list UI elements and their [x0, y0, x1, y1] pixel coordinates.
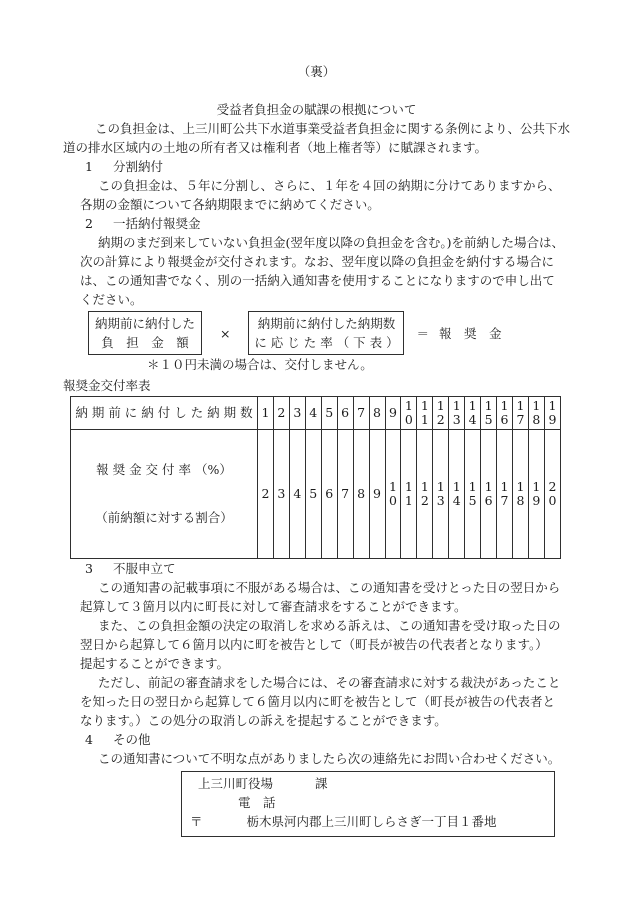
rate-percent-cell: 11: [401, 430, 417, 559]
section-4-title: その他: [112, 732, 151, 747]
period-count-cell: 17: [513, 397, 529, 430]
rate-percent-cell: 8: [353, 430, 369, 559]
period-count-cell: 15: [481, 397, 497, 430]
contact-address: 栃木県河内郡上三川町しらさぎ一丁目１番地: [246, 814, 497, 829]
period-count-cell: 12: [433, 397, 449, 430]
period-count-cell: 6: [337, 397, 353, 430]
contact-department: 課: [315, 776, 328, 791]
text-line: 起算して３箇月以内に町長に対して審査請求をすることができます。: [80, 599, 467, 614]
section-4-number: 4: [85, 732, 93, 747]
section-2-number: 2: [85, 216, 93, 231]
postal-mark: 〒: [190, 814, 203, 829]
section-3-heading: [85, 559, 570, 578]
formula-box-line: 納期前に納付した納期数: [257, 316, 396, 331]
rates-label-line: 報 奨 金 交 付 率 （%）: [96, 462, 232, 477]
rate-percent-cell: 7: [337, 430, 353, 559]
section-1-number: 1: [85, 159, 93, 174]
section-1-heading: [85, 157, 570, 176]
text-line: を知った日の翌日から起算して６箇月以内に町を被告として（町長が被告の代表者と: [80, 694, 556, 709]
text-line: ください。: [80, 292, 143, 307]
section-3-body: [80, 578, 570, 730]
period-count-cell: 10: [401, 397, 417, 430]
formula-box-line: 負 担 金 額: [101, 335, 189, 350]
contact-phone-label: 電 話: [238, 795, 276, 810]
rate-percent-cell: 15: [465, 430, 481, 559]
equals-operator: ＝: [416, 325, 429, 341]
text-line: この負担金は、５年に分割し、さらに、１年を４回の納期に分けてありますから、: [98, 178, 561, 193]
text-line: なります。）この処分の取消しの訴えを提起することができます。: [80, 713, 447, 728]
period-count-cell: 5: [321, 397, 337, 430]
formula-box-rate: [248, 311, 404, 355]
rate-percent-cell: 17: [497, 430, 513, 559]
rate-table-title: 報奨金交付率表: [63, 378, 151, 393]
rate-percent-cell: 12: [417, 430, 433, 559]
section-4-heading: [85, 730, 570, 749]
rate-percent-cell: 6: [321, 430, 337, 559]
section-3-title: 不服申立て: [112, 561, 176, 576]
reward-rate-table: [70, 396, 561, 559]
formula-result: 報 奨 金: [439, 325, 502, 341]
rates-label-line: （前納額に対する割合）: [95, 510, 233, 525]
text-line: 納期のまだ到来していない負担金(翌年度以降の負担金を含む。)を前納した場合は、: [98, 235, 565, 250]
section-2-title: 一括納付報奨金: [112, 216, 201, 231]
section-2-body: [80, 233, 570, 309]
period-count-cell: 3: [289, 397, 305, 430]
section-2-heading: [85, 214, 570, 233]
rate-percent-cell: 5: [305, 430, 321, 559]
period-count-cell: 4: [305, 397, 321, 430]
rate-percent-cell: 4: [289, 430, 305, 559]
text-line: 道の排水区域内の土地の所有者又は権利者（地上権者等）に賦課されます。: [63, 140, 488, 155]
period-count-cell: 2: [273, 397, 289, 430]
rate-percent-cell: 9: [369, 430, 385, 559]
text-line: は、この通知書でなく、別の一括納入通知書を使用することになりますので申し出て: [80, 273, 555, 288]
intro-paragraph: [63, 119, 570, 157]
text-line: この通知書の記載事項に不服がある場合は、この通知書を受けとった日の翌日から: [98, 580, 561, 595]
contact-office-line: [182, 774, 554, 793]
period-count-cell: 13: [449, 397, 465, 430]
multiply-operator: ×: [220, 325, 231, 341]
page-title: 受益者負担金の賦課の根拠について: [216, 102, 417, 117]
period-count-cell: 14: [465, 397, 481, 430]
contact-address-line: [182, 812, 554, 831]
section-1-title: 分割納付: [112, 159, 163, 174]
section-4-body: [80, 749, 570, 768]
text-line: 次の計算により報奨金が交付されます。なお、翌年度以降の負担金を納付する場合に: [80, 254, 555, 269]
period-count-cell: 18: [528, 397, 544, 430]
contact-office: 上三川町役場: [198, 776, 274, 791]
section-1-body: [80, 176, 570, 214]
period-count-cell: 1: [258, 397, 274, 430]
rate-percent-cell: 20: [544, 430, 560, 559]
side-label: （裏）: [297, 64, 336, 79]
text-line: ただし、前記の審査請求をした場合には、その審査請求に対する裁決があったこと: [98, 675, 561, 690]
rate-percent-cell: 10: [385, 430, 401, 559]
text-line: 各期の金額について各納期限までに納めてください。: [80, 197, 380, 212]
formula-box-line: 納期前に納付した: [94, 316, 195, 331]
rate-percent-cell: 19: [528, 430, 544, 559]
section-3-number: 3: [85, 561, 93, 576]
period-count-cell: 16: [497, 397, 513, 430]
rate-percent-cell: 18: [513, 430, 529, 559]
formula-box-prepaid-amount: [88, 311, 202, 355]
period-count-cell: 7: [353, 397, 369, 430]
period-count-cell: 19: [544, 397, 560, 430]
rates-row-label: [71, 430, 258, 559]
rate-percent-cell: 3: [273, 430, 289, 559]
contact-phone-line: [182, 793, 554, 812]
rate-table-periods-row: [71, 397, 561, 430]
rate-percent-cell: 2: [258, 430, 274, 559]
text-line: この通知書について不明な点がありましたら次の連絡先にお問い合わせください。: [98, 751, 561, 766]
rate-table-rates-row: [71, 430, 561, 559]
text-line: 翌日から起算して６箇月以内に町を被告として（町長が被告の代表者となります。）: [80, 637, 548, 652]
contact-box: [181, 771, 555, 837]
text-line: また、この負担金額の決定の取消しを求める訴えは、この通知書を受け取った日の: [98, 618, 561, 633]
rate-percent-cell: 14: [449, 430, 465, 559]
period-count-cell: 9: [385, 397, 401, 430]
period-count-cell: 8: [369, 397, 385, 430]
period-count-cell: 11: [417, 397, 433, 430]
rate-percent-cell: 16: [481, 430, 497, 559]
text-line: この負担金は、上三川町公共下水道事業受益者負担金に関する条例により、公共下水: [95, 121, 571, 136]
reward-formula: [88, 311, 570, 355]
periods-row-label: 納 期 前 に 納 付 し た 納 期 数: [71, 397, 258, 430]
text-line: 提起することができます。: [80, 656, 230, 671]
formula-box-line: に 応 じ た 率 （ 下 表 ）: [254, 335, 399, 350]
rate-percent-cell: 13: [433, 430, 449, 559]
formula-note: ＊１０円未満の場合は、交付しません。: [147, 357, 373, 372]
